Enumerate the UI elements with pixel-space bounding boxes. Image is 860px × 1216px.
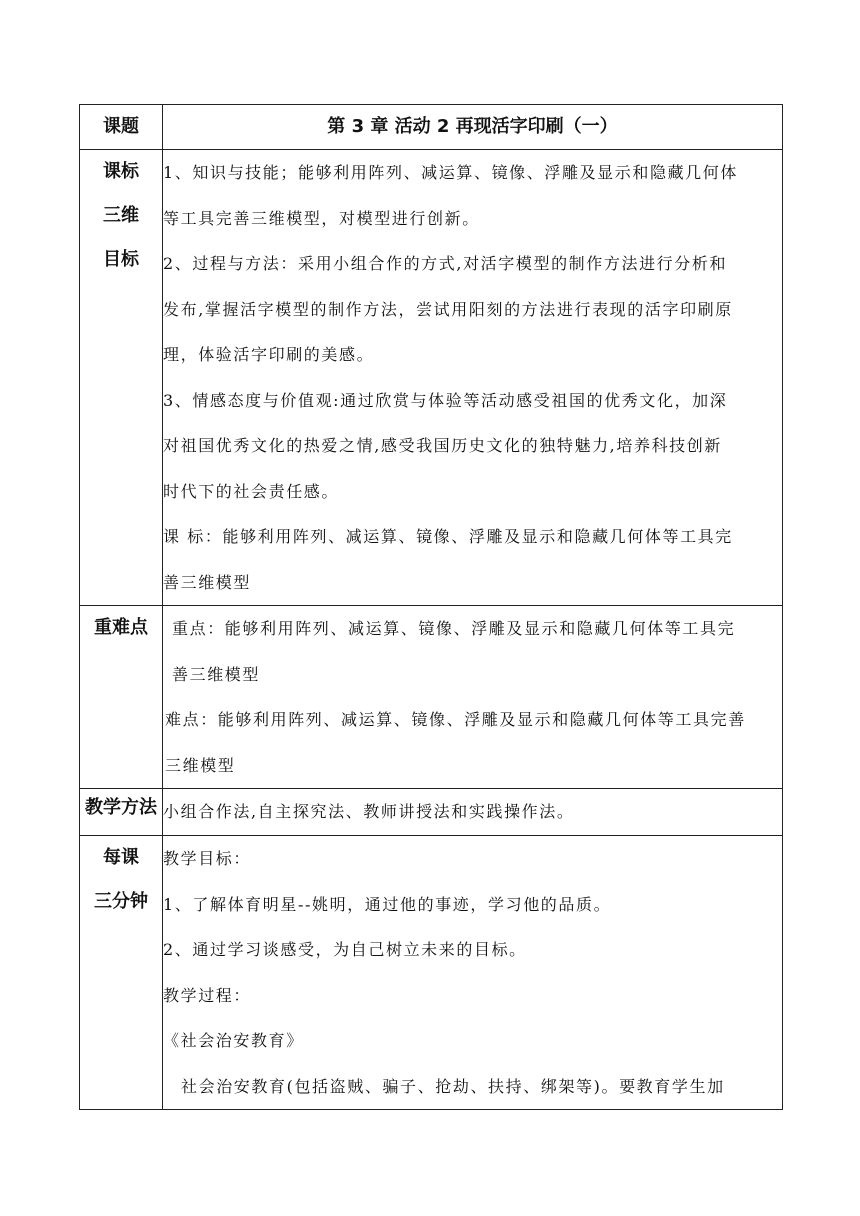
goals-content bbox=[163, 150, 783, 606]
goals-line: 3、情感态度与价值观:通过欣赏与体验等活动感受祖国的优秀文化，加深 bbox=[163, 390, 728, 410]
goals-line: 等工具完善三维模型，对模型进行创新。 bbox=[163, 208, 480, 228]
key-points-content bbox=[163, 606, 783, 789]
title-row bbox=[80, 105, 783, 150]
three-minutes-line: 2、通过学习谈感受，为自己树立未来的目标。 bbox=[163, 940, 527, 959]
title-label: 课题 bbox=[80, 105, 163, 150]
goals-line: 理，体验活字印刷的美感。 bbox=[163, 345, 375, 364]
key-point-line: 重点：能够利用阵列、减运算、镜像、浮雕及显示和隐藏几何体等工具完 bbox=[172, 619, 736, 638]
goals-row bbox=[80, 150, 783, 606]
goals-line: 课 标：能够利用阵列、减运算、镜像、浮雕及显示和隐藏几何体等工具完 bbox=[163, 527, 733, 546]
key-points-row bbox=[80, 606, 783, 789]
methods-row bbox=[80, 789, 783, 836]
methods-label: 教学方法 bbox=[80, 789, 163, 836]
key-points-label: 重难点 bbox=[80, 606, 163, 789]
key-point-line: 善三维模型 bbox=[172, 664, 261, 684]
three-minutes-content bbox=[163, 836, 783, 1110]
goals-line: 2、过程与方法：采用小组合作的方式,对活字模型的制作方法进行分析和 bbox=[163, 254, 728, 273]
goals-line: 1、知识与技能；能够利用阵列、减运算、镜像、浮雕及显示和隐藏几何体 bbox=[163, 163, 738, 182]
difficult-point-line: 三维模型 bbox=[165, 755, 236, 775]
methods-text: 小组合作法,自主探究法、教师讲授法和实践操作法。 bbox=[163, 789, 783, 836]
three-minutes-line: 教学过程： bbox=[163, 985, 252, 1005]
three-minutes-line: 1、了解体育明星--姚明，通过他的事迹，学习他的品质。 bbox=[163, 894, 612, 914]
goals-label-line: 目标 bbox=[103, 249, 139, 270]
goals-label-line: 课标 bbox=[103, 161, 139, 182]
three-minutes-label-line: 每课 bbox=[103, 847, 139, 868]
goals-line: 善三维模型 bbox=[163, 572, 252, 592]
goals-line: 时代下的社会责任感。 bbox=[163, 481, 340, 501]
goals-line: 发布,掌握活字模型的制作方法，尝试用阳刻的方法进行表现的活字印刷原 bbox=[163, 299, 733, 319]
three-minutes-label-line: 三分钟 bbox=[94, 891, 148, 912]
goals-label-line: 三维 bbox=[103, 205, 139, 226]
three-minutes-label bbox=[80, 836, 163, 1110]
three-minutes-line: 《社会治安教育》 bbox=[163, 1031, 304, 1050]
goals-label bbox=[80, 150, 163, 606]
three-minutes-line: 社会治安教育(包括盗贼、骗子、抢劫、扶持、绑架等)。要教育学生加 bbox=[181, 1076, 725, 1096]
goals-line: 对祖国优秀文化的热爱之情,感受我国历史文化的独特魅力,培养科技创新 bbox=[163, 436, 722, 455]
three-minutes-row bbox=[80, 836, 783, 1110]
lesson-title: 第 3 章 活动 2 再现活字印刷（一） bbox=[163, 105, 783, 150]
three-minutes-line: 教学目标： bbox=[163, 849, 252, 868]
lesson-plan-table bbox=[79, 104, 783, 1110]
difficult-point-line: 难点：能够利用阵列、减运算、镜像、浮雕及显示和隐藏几何体等工具完善 bbox=[165, 710, 746, 729]
